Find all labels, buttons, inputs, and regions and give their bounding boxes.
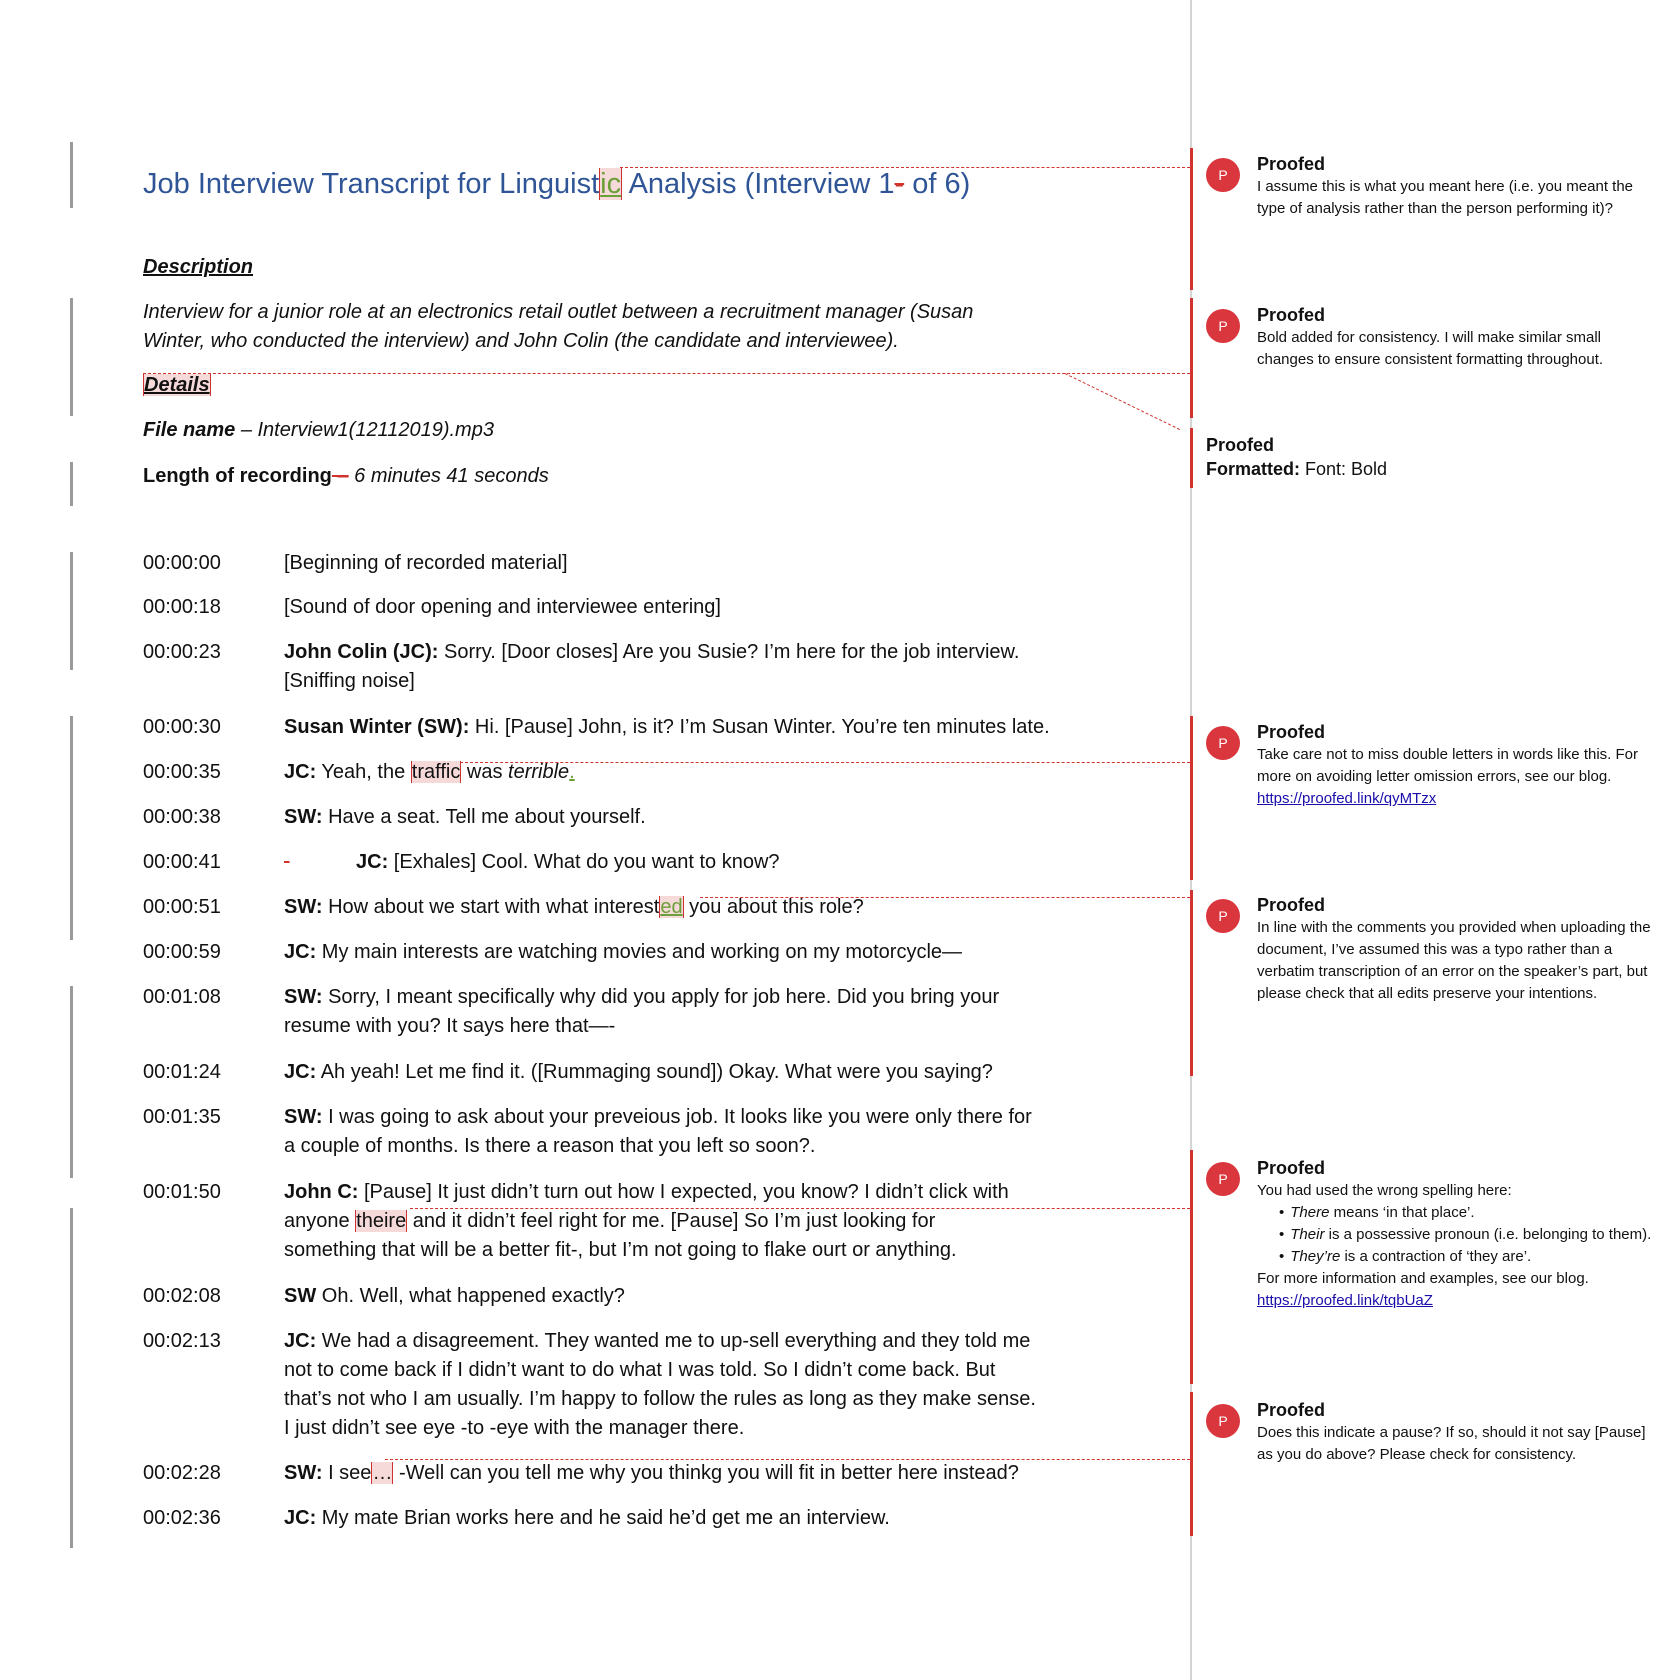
speaker-label: SW: xyxy=(284,896,323,918)
comment-marker xyxy=(1190,890,1193,1076)
comment-author: Proofed xyxy=(1257,895,1326,915)
change-bar xyxy=(70,462,73,506)
speaker-label: JC: xyxy=(356,851,389,873)
comment-leader-line xyxy=(620,167,1190,168)
title-tracked-change[interactable]: ic xyxy=(600,168,622,200)
file-name-line xyxy=(143,416,494,445)
comment-leader-line xyxy=(143,373,1190,374)
speaker-label: JC: xyxy=(284,1507,317,1529)
transcript-line: SW: Have a seat. Tell me about yourself. xyxy=(284,806,646,828)
avatar: P xyxy=(1206,158,1240,192)
avatar: P xyxy=(1206,1404,1240,1438)
timestamp: 00:01:24 xyxy=(143,1061,221,1083)
speaker-label: SW: xyxy=(284,806,323,828)
transcript-line: SW Oh. Well, what happened exactly? xyxy=(284,1285,625,1307)
file-name-label: File name xyxy=(143,419,236,441)
format-value: Font: Bold xyxy=(1300,459,1388,479)
timestamp: 00:02:13 xyxy=(143,1330,221,1352)
comment-marker xyxy=(1190,1150,1193,1384)
transcript-line: SW: I see… -Well can you tell me why you thinkg you will fit in better here instead? xyxy=(284,1462,1019,1484)
comment-balloon[interactable] xyxy=(1206,1156,1656,1312)
timestamp: 00:00:38 xyxy=(143,806,221,828)
comment-author: Proofed xyxy=(1257,305,1326,325)
comment-author: Proofed xyxy=(1257,1158,1326,1178)
comment-leader-line xyxy=(1065,373,1180,430)
avatar: P xyxy=(1206,309,1240,343)
timestamp: 00:00:00 xyxy=(143,552,221,574)
formatting-balloon[interactable] xyxy=(1206,433,1387,481)
transcript-line: JC: Yeah, the traffic was terrible. xyxy=(284,761,575,783)
speaker-label: JC: xyxy=(284,761,317,783)
speaker-label: SW xyxy=(284,1285,317,1307)
length-value: 6 minutes 41 seconds xyxy=(348,465,549,487)
speaker-label: JC: xyxy=(284,1330,317,1352)
transcript-line: JC: My main interests are watching movies and working on my motorcycle— xyxy=(284,941,963,963)
change-bar xyxy=(70,986,73,1178)
change-bar xyxy=(70,298,73,416)
timestamp: 00:01:08 xyxy=(143,986,221,1008)
timestamp: 00:00:35 xyxy=(143,761,221,783)
deleted-tab[interactable] xyxy=(284,848,356,877)
change-bar xyxy=(70,1208,73,1548)
comment-marker xyxy=(1190,1392,1193,1536)
description-heading: Description xyxy=(143,256,254,278)
comment-text: Bold added for consistency. I will make similar small changes to ensure consistent formatting throughout. xyxy=(1257,329,1604,368)
comment-author: Proofed xyxy=(1257,1400,1326,1420)
transcript-line: John C: [Pause] It just didn’t turn out how I expected, you know? I didn’t click with anyone theire and it didn’t feel right for me. [Pause] So I’m just looking for something that will be a better fit-, but I’m not going to flake ourt or anything. xyxy=(284,1181,1009,1261)
comment-text: Does this indicate a pause? If so, should it not say [Pause] as you do above? Please check for consistency. xyxy=(1257,1424,1646,1463)
change-bar xyxy=(70,142,73,208)
transcript-line: SW: I was going to ask about your preveious job. It looks like you were only there for a couple of months. Is there a reason that you left so soon?. xyxy=(284,1106,1032,1157)
length-label: Length of recording xyxy=(143,465,332,487)
timestamp: 00:01:50 xyxy=(143,1181,221,1203)
comment-text: In line with the comments you provided when uploading the document, I’ve assumed this was a typo rather than a verbatim transcription of an error on the speaker’s part, but please check that all edits preserve your intentions. xyxy=(1257,919,1651,1002)
timestamp: 00:01:35 xyxy=(143,1106,221,1128)
bullet-item: • There means ‘in that place’. xyxy=(1279,1202,1656,1224)
transcript-line: [Sound of door opening and interviewee entering] xyxy=(284,596,721,618)
comment-text: I assume this is what you meant here (i.e. you meant the type of analysis rather than the person performing it)? xyxy=(1257,178,1634,217)
comment-author: Proofed xyxy=(1257,154,1326,174)
title-deletion[interactable]: - xyxy=(894,168,905,200)
format-label: Formatted: xyxy=(1206,459,1300,479)
speaker-label: John Colin (JC): xyxy=(284,641,439,663)
speaker-label: SW: xyxy=(284,1462,323,1484)
comment-leader-line xyxy=(410,1208,1190,1209)
transcript-line: John Colin (JC): Sorry. [Door closes] Are you Susie? I’m here for the job interview. [Sniffing noise] xyxy=(284,641,1020,692)
transcript-line: JC: Ah yeah! Let me find it. ([Rummaging sound]) Okay. What were you saying? xyxy=(284,1061,993,1083)
description-line-2: Winter, who conducted the interview) and John Colin (the candidate and interviewee). xyxy=(143,330,899,352)
transcript-line: Susan Winter (SW): Hi. [Pause] John, is it? I’m Susan Winter. You’re ten minutes late. xyxy=(284,716,1050,738)
comment-author: Proofed xyxy=(1206,435,1275,455)
bullet-list xyxy=(1257,1202,1656,1268)
length-line: Length of recording – 6 minutes 41 seconds xyxy=(143,465,549,487)
transcript-line: JC: [Exhales] Cool. What do you want to know? xyxy=(284,848,1064,877)
transcript-line: JC: We had a disagreement. They wanted me to up-sell everything and they told me not to come back if I didn’t want to do what I was told. So I didn’t come back. But that’s not who I am usually. I’m happy to follow the rules as long as they make sense. I just didn’t see eye -to -eye with the manager there. xyxy=(284,1330,1036,1439)
timestamp: 00:02:28 xyxy=(143,1462,221,1484)
avatar: P xyxy=(1206,899,1240,933)
blog-link[interactable]: https://proofed.link/tqbUaZ xyxy=(1257,1292,1433,1309)
tracked-change-mark[interactable]: … xyxy=(372,1462,393,1484)
speaker-label: SW: xyxy=(284,986,323,1008)
timestamp: 00:00:30 xyxy=(143,716,221,738)
timestamp: 00:02:36 xyxy=(143,1507,221,1529)
comment-marker xyxy=(1190,298,1193,418)
change-bar xyxy=(70,716,73,940)
transcript-line: SW: How about we start with what interested you about this role? xyxy=(284,896,864,918)
timestamp: 00:00:23 xyxy=(143,641,221,663)
title-text: Job Interview Transcript for Linguist xyxy=(143,168,600,200)
timestamp: 00:00:18 xyxy=(143,596,221,618)
transcript-line: [Beginning of recorded material] xyxy=(284,552,568,574)
document-title[interactable]: Job Interview Transcript for Linguistic Analysis (Interview 1- of 6) xyxy=(143,168,971,200)
transcript-line: JC: My mate Brian works here and he said he’d get me an interview. xyxy=(284,1507,890,1529)
bullet-item: • They’re is a contraction of ‘they are’. xyxy=(1279,1246,1656,1268)
bullet-item: • Their is a possessive pronoun (i.e. belonging to them). xyxy=(1279,1224,1656,1246)
timestamp: 00:00:59 xyxy=(143,941,221,963)
comment-balloon[interactable] xyxy=(1206,1398,1656,1466)
comment-leader-line xyxy=(460,762,1190,763)
comment-balloon[interactable] xyxy=(1206,720,1656,810)
comment-balloon[interactable] xyxy=(1206,303,1656,371)
file-name-value: – Interview1(12112019).mp3 xyxy=(235,419,494,441)
comment-text: You had used the wrong spelling here: xyxy=(1257,1182,1512,1199)
transcript-line: SW: Sorry, I meant specifically why did you apply for job here. Did you bring your resume with you? It says here that—- xyxy=(284,986,1000,1037)
tracked-change-mark[interactable]: ed xyxy=(660,896,683,918)
timestamp: 00:02:08 xyxy=(143,1285,221,1307)
comment-text: For more information and examples, see our blog. xyxy=(1257,1270,1589,1287)
timestamp: 00:00:51 xyxy=(143,896,221,918)
speaker-label: JC: xyxy=(284,941,317,963)
comment-leader-line xyxy=(385,1459,1190,1460)
speaker-label: John C: xyxy=(284,1181,359,1203)
timestamp: 00:00:41 xyxy=(143,851,221,873)
blog-link[interactable]: https://proofed.link/qyMTzx xyxy=(1257,790,1437,807)
description-line-1: Interview for a junior role at an electronics retail outlet between a recruitment manager (Susan xyxy=(143,301,974,323)
tracked-change-mark[interactable]: traffic xyxy=(411,761,461,783)
comment-leader-line xyxy=(700,897,1190,898)
speaker-label: JC: xyxy=(284,1061,317,1083)
comment-marker xyxy=(1190,428,1193,488)
comment-text: Take care not to miss double letters in words like this. For more on avoiding letter omission errors, see our blog. xyxy=(1257,746,1638,785)
change-bar xyxy=(70,552,73,670)
comment-balloon[interactable] xyxy=(1206,152,1656,220)
speaker-label: SW: xyxy=(284,1106,323,1128)
details-heading[interactable]: Details xyxy=(144,374,210,396)
avatar: P xyxy=(1206,726,1240,760)
speaker-label: Susan Winter (SW): xyxy=(284,716,470,738)
avatar: P xyxy=(1206,1162,1240,1196)
comment-balloon[interactable] xyxy=(1206,893,1656,1005)
tracked-change-mark[interactable]: theire xyxy=(356,1210,407,1232)
comment-marker xyxy=(1190,716,1193,880)
comment-author: Proofed xyxy=(1257,722,1326,742)
comment-marker xyxy=(1190,148,1193,290)
